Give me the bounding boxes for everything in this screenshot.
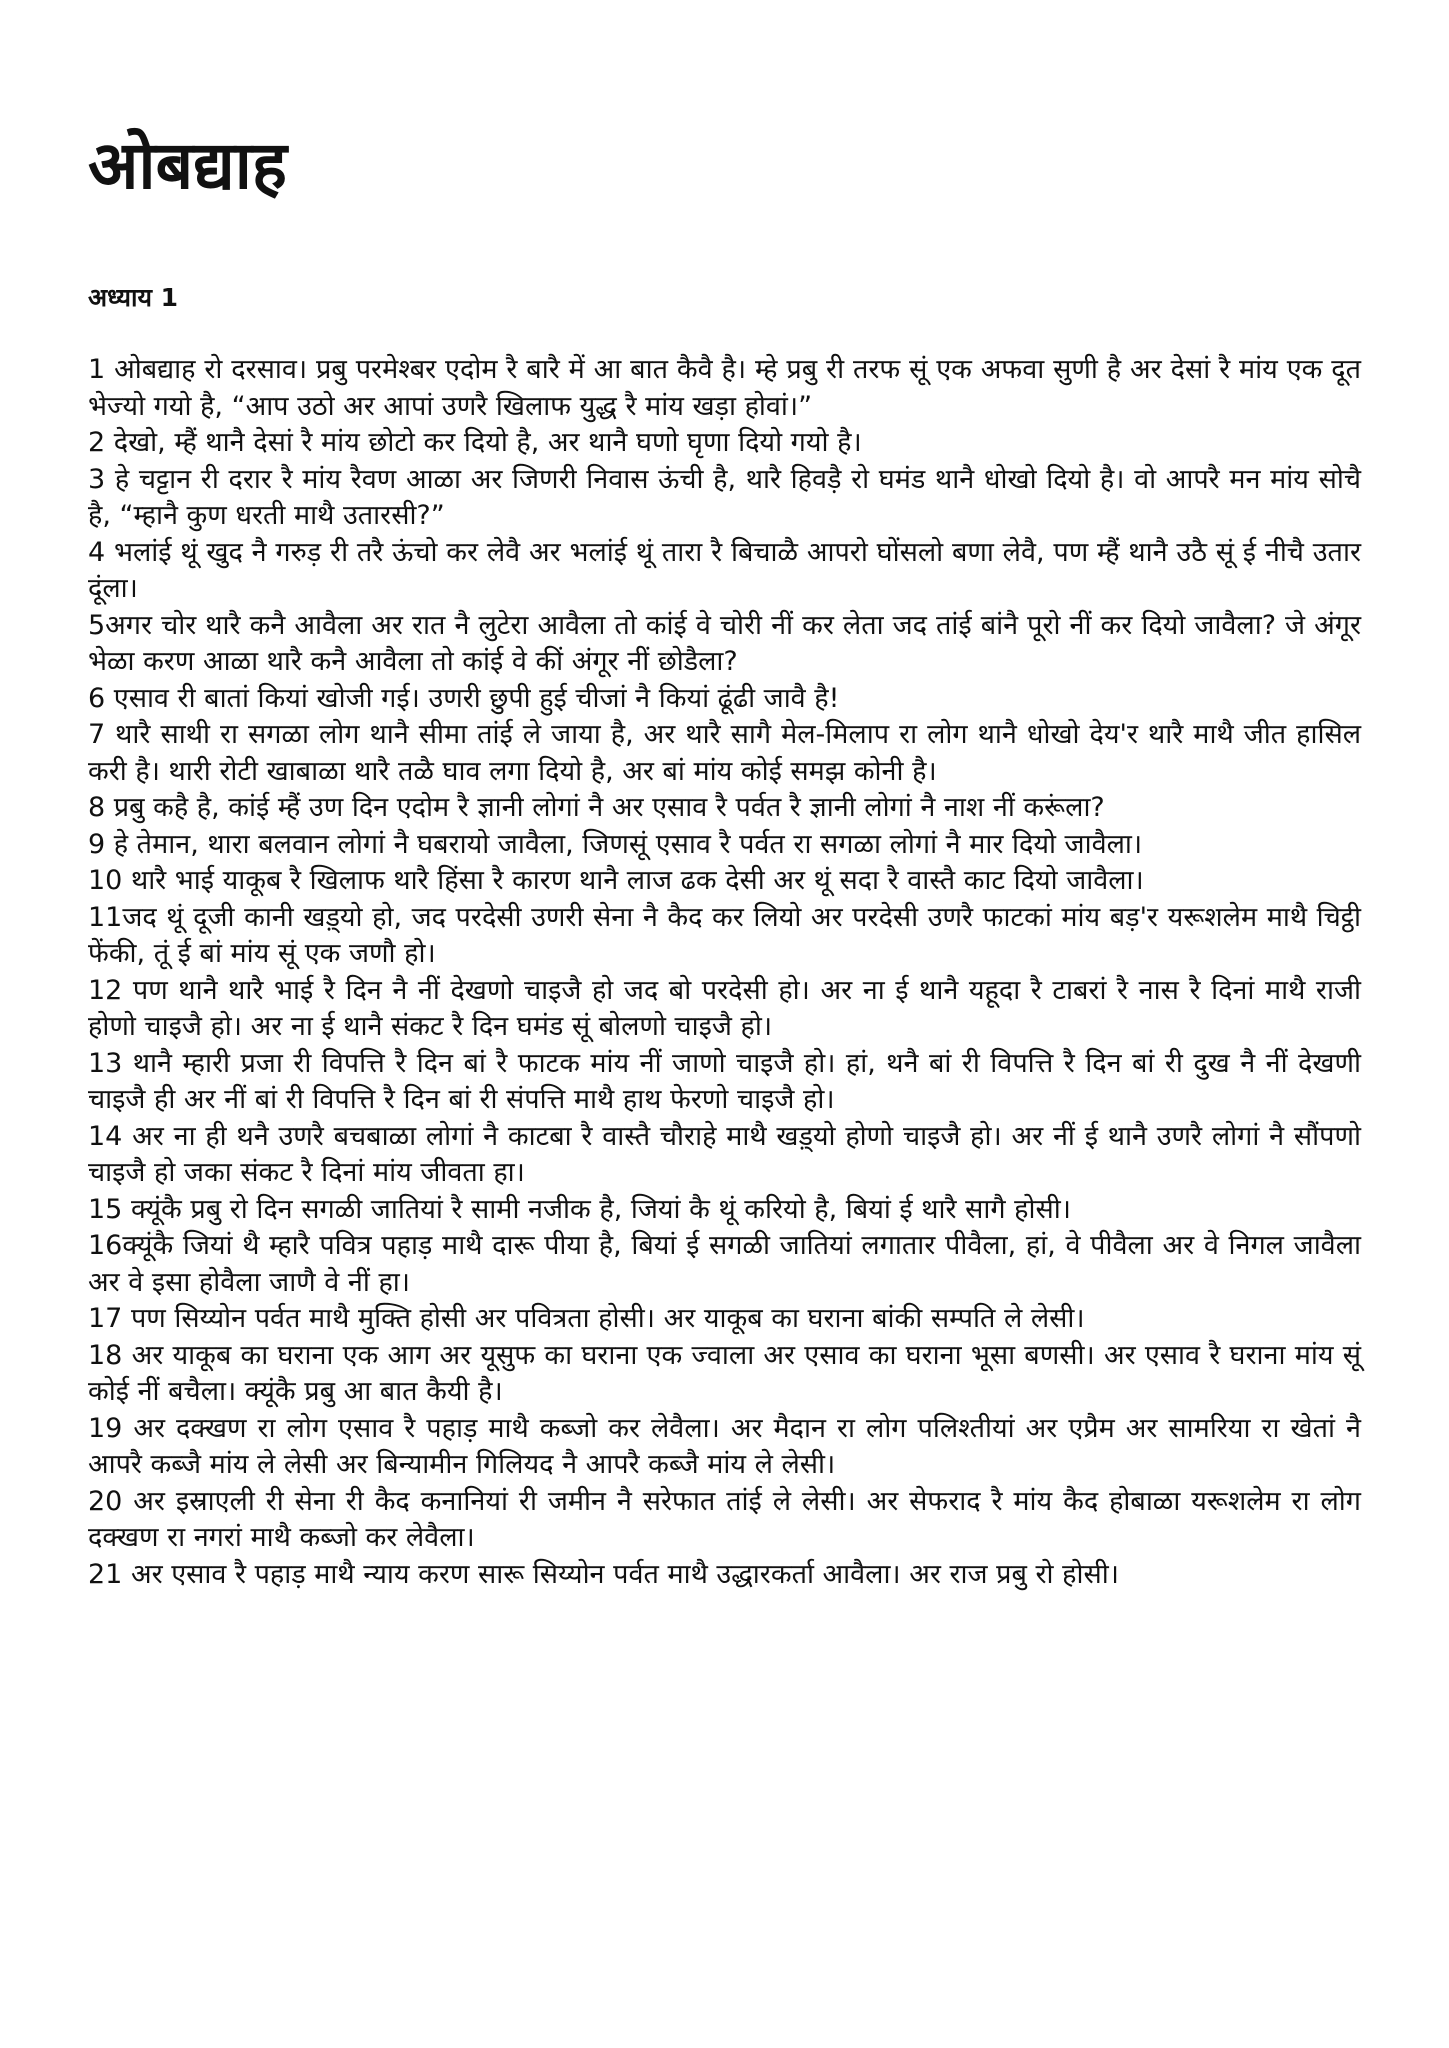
verse-6: 6 एसाव री बातां कियां खोजी गई। उणरी छुपी हुई चीजां नै कियां ढूंढी जावै है! bbox=[88, 682, 840, 714]
verse-9: 9 हे तेमान, थारा बलवान लोगां नै घबरायो जावैला, जिणसूं एसाव रै पर्वत रा सगळा लोगां नै मार दियो जावैला। bbox=[88, 828, 1143, 860]
verse-21: 21 अर एसाव रै पहाड़ माथै न्याय करण सारू सिय्योन पर्वत माथै उद्धारकर्ता आवैला। अर राज प्रबु रो होसी। bbox=[88, 1558, 1119, 1590]
verses-list bbox=[88, 352, 1361, 1593]
chapter-heading: अध्याय 1 bbox=[88, 282, 179, 312]
verse-3: 3 हे चट्टान री दरार रै मांय रैवण आळा अर जिणरी निवास ऊंची है, थारै हिवड़ै रो घमंड थानै धोखो दियो है। वो आपरै मन मांय सोचै है, “म्हानै कुण धरती माथै उतारसी?” bbox=[88, 463, 1361, 532]
verse-11: 11जद थूं दूजी कानी खड़्यो हो, जद परदेसी उणरी सेना नै कैद कर लियो अर परदेसी उणरै फाटकां मांय बड़'र यरूशलेम माथै चिट्ठी फेंकी, तूं ई बां मांय सूं एक जणौ हो। bbox=[88, 901, 1361, 970]
verse-17: 17 पण सिय्योन पर्वत माथै मुक्ति होसी अर पवित्रता होसी। अर याकूब का घराना बांकी सम्पति ले लेसी। bbox=[88, 1303, 1085, 1335]
verse-12: 12 पण थानै थारै भाई रै दिन नै नीं देखणो चाइजै हो जद बो परदेसी हो। अर ना ई थानै यहूदा रै टाबरां रै नास रै दिनां माथै राजी होणो चाइजै हो। अर ना ई थानै संकट रै दिन घमंड सूं बोलणो चाइजै हो। bbox=[88, 974, 1361, 1043]
verse-2: 2 देखो, म्हैं थानै देसां रै मांय छोटो कर दियो है, अर थानै घणो घृणा दियो गयो है। bbox=[88, 427, 862, 459]
verse-18: 18 अर याकूब का घराना एक आग अर यूसुफ का घराना एक ज्वाला अर एसाव का घराना भूसा बणसी। अर एसाव रै घराना मांय सूं कोई नीं बचैला। क्यूंकै प्रबु आ बात कैयी है। bbox=[88, 1339, 1361, 1408]
verse-20: 20 अर इस्राएली री सेना री कैद कनानियां री जमीन नै सरेफात तांई ले लेसी। अर सेफराद रै मांय कैद होबाळा यरूशलेम रा लोग दक्खण रा नगरां माथै कब्जो कर लेवैला। bbox=[88, 1485, 1361, 1554]
verse-14: 14 अर ना ही थनै उणरै बचबाळा लोगां नै काटबा रै वास्तै चौराहे माथै खड़्यो होणो चाइजै हो। अर नीं ई थानै उणरै लोगां नै सौंपणो चाइजै हो जका संकट रै दिनां मांय जीवता हा। bbox=[88, 1120, 1361, 1189]
verse-7: 7 थारै साथी रा सगळा लोग थानै सीमा तांई ले जाया है, अर थारै सागै मेल-मिलाप रा लोग थानै धोखो देय'र थारै माथै जीत हासिल करी है। थारी रोटी खाबाळा थारै तळै घाव लगा दियो है, अर बां मांय कोई समझ कोनी है। bbox=[88, 719, 1361, 787]
verse-10: 10 थारै भाई याकूब रै खिलाफ थारै हिंसा रै कारण थानै लाज ढक देसी अर थूं सदा रै वास्तै काट दियो जावैला। bbox=[88, 865, 1144, 897]
verse-15: 15 क्यूंकै प्रबु रो दिन सगळी जातियां रै सामी नजीक है, जियां कै थूं करियो है, बियां ई थारै सागै होसी। bbox=[88, 1193, 1071, 1225]
verse-4: 4 भलांई थूं खुद नै गरुड़ री तरै ऊंचो कर लेवै अर भलांई थूं तारा रै बिचाळै आपरो घोंसलो बणा लेवै, पण म्हैं थानै उठै सूं ई नीचै उतार दूंला। bbox=[88, 536, 1361, 605]
verse-19: 19 अर दक्खण रा लोग एसाव रै पहाड़ माथै कब्जो कर लेवैला। अर मैदान रा लोग पलिश्तीयां अर एप्रैम अर सामरिया रा खेतां नै आपरै कब्जै मांय ले लेसी अर बिन्यामीन गिलियद नै आपरै कब्जै मांय ले लेसी। bbox=[88, 1412, 1361, 1481]
verse-1: 1 ओबद्याह रो दरसाव। प्रबु परमेश्बर एदोम रै बारै में आ बात कैवै है। म्हे प्रबु री तरफ सूं एक अफवा सुणी है अर देसां रै मांय एक दूत भेज्यो गयो है, “आप उठो अर आपां उणरै खिलाफ युद्ध रै मांय खड़ा होवां।” bbox=[88, 354, 1361, 422]
verse-16: 16क्यूंकै जियां थै म्हारै पवित्र पहाड़ माथै दारू पीया है, बियां ई सगळी जातियां लगातार पीवैला, हां, वे पीवैला अर वे निगल जावैला अर वे इसा होवैला जाणै वे नीं हा। bbox=[88, 1230, 1361, 1298]
verse-5: 5अगर चोर थारै कनै आवैला अर रात नै लुटेरा आवैला तो कांई वे चोरी नीं कर लेता जद तांई बांनै पूरो नीं कर दियो जावैला? जे अंगूर भेळा करण आळा थारै कनै आवैला तो कांई वे कीं अंगूर नीं छोडैला? bbox=[88, 609, 1361, 678]
verse-8: 8 प्रबु कहै है, कांई म्हैं उण दिन एदोम रै ज्ञानी लोगां नै अर एसाव रै पर्वत रै ज्ञानी लोगां नै नाश नीं करूंला? bbox=[88, 792, 1105, 824]
book-title: ओबद्याह bbox=[88, 127, 287, 204]
verse-13: 13 थानै म्हारी प्रजा री विपत्ति रै दिन बां रै फाटक मांय नीं जाणो चाइजै हो। हां, थनै बां री विपत्ति रै दिन बां री दुख नै नीं देखणी चाइजै ही अर नीं बां री विपत्ति रै दिन बां री संपत्ति माथै हाथ फेरणो चाइजै हो। bbox=[88, 1047, 1361, 1116]
